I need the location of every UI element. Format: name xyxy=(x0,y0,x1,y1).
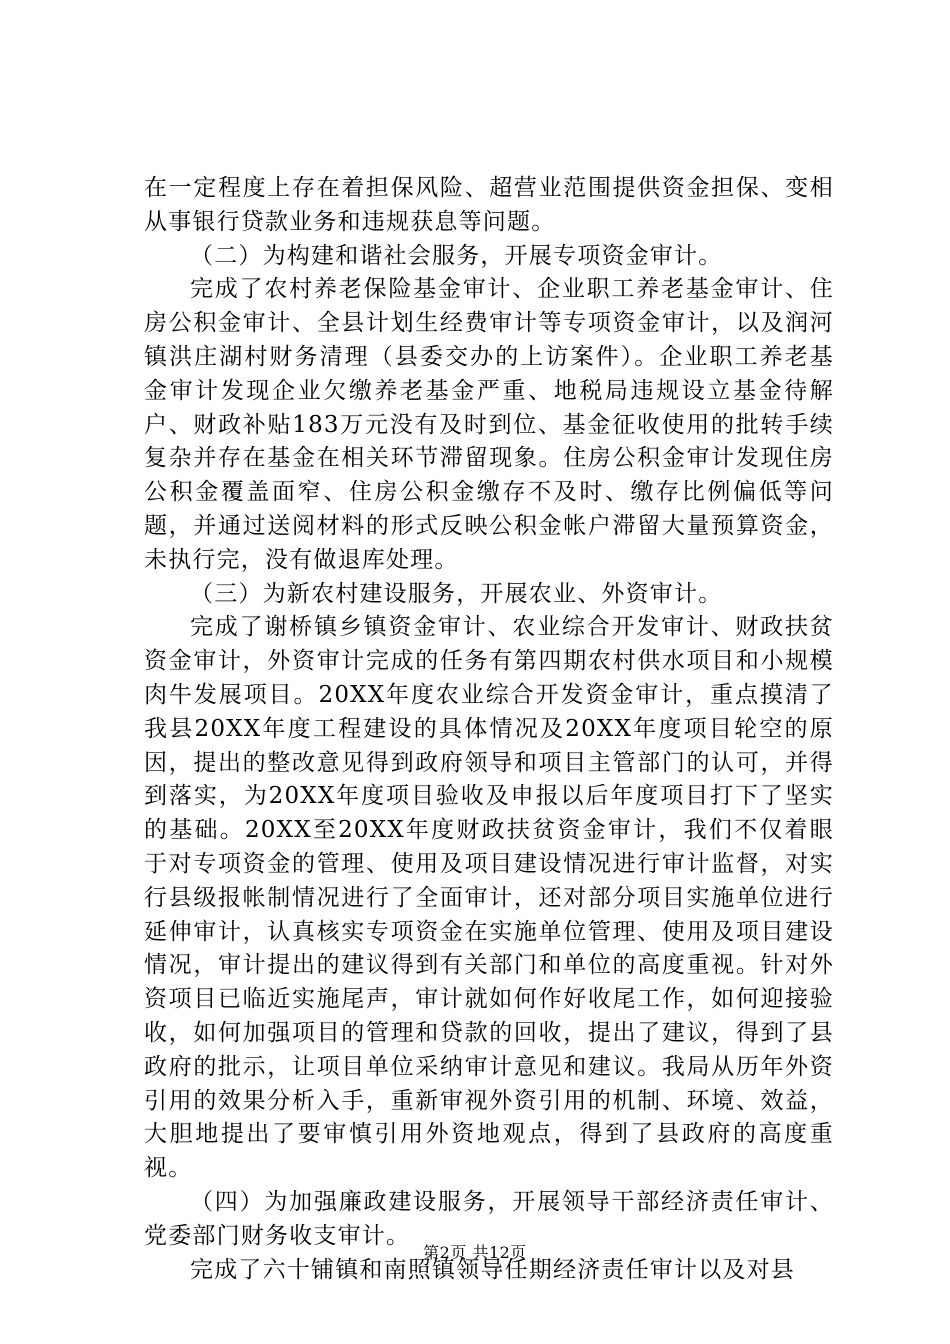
document-body xyxy=(144,172,834,1287)
page-footer xyxy=(0,1240,950,1263)
paragraph-1: 在一定程度上存在着担保风险、超营业范围提供资金担保、变相从事银行贷款业务和违规获息等问题。 xyxy=(144,175,834,235)
paragraph-leadership-audit: 完成了六十铺镇和南照镇领导任期经济责任审计以及对县 xyxy=(190,1256,795,1283)
section-heading-4: （四）为加强廉政建设服务，开展领导干部经济责任审计、党委部门财务收支审计。 xyxy=(144,1188,834,1249)
section-heading-3: （三）为新农村建设服务，开展农业、外资审计。 xyxy=(190,580,723,607)
section-heading-2: （二）为构建和谐社会服务，开展专项资金审计。 xyxy=(190,242,723,269)
paragraph-special-funds: 完成了农村养老保险基金审计、企业职工养老基金审计、住房公积金审计、全县计划生经费审计等专项资金审计，以及润河镇洪庄湖村财务清理（县委交办的上访案件）。企业职工养老基金审计发现企业欠缴养老基金严重、地税局违规设立基金待解户、财政补贴183万元没有及时到位、基金征收使用的批转手续复杂并存在基金在相关环节滞留现象。住房公积金审计发现住房公积金覆盖面窄、住房公积金缴存不及时、缴存比例偏低等问题，并通过送阅材料的形式反映公积金帐户滞留大量预算资金，未执行完，没有做退库处理。 xyxy=(144,276,834,573)
paragraph-agriculture-foreign: 完成了谢桥镇乡镇资金审计、农业综合开发审计、财政扶贫资金审计，外资审计完成的任务有第四期农村供水项目和小规模肉牛发展项目。20XX年度农业综合开发资金审计，重点摸清了我县20XX年度工程建设的具体情况及20XX年度项目轮空的原因，提出的整改意见得到政府领导和项目主管部门的认可，并得到落实，为20XX年度项目验收及申报以后年度项目打下了坚实的基础。20XX至20XX年度财政扶贫资金审计，我们不仅着眼于对专项资金的管理、使用及项目建设情况进行审计监督，对实行县级报帐制情况进行了全面审计，还对部分项目实施单位进行延伸审计，认真核实专项资金在实施单位管理、使用及项目建设情况，审计提出的建议得到有关部门和单位的高度重视。针对外资项目已临近实施尾声，审计就如何作好收尾工作，如何迎接验收，如何加强项目的管理和贷款的回收，提出了建议，得到了县政府的批示，让项目单位采纳审计意见和建议。我局从历年外资引用的效果分析入手，重新审视外资引用的机制、环境、效益，大胆地提出了要审慎引用外资地观点，得到了县政府的高度重视。 xyxy=(144,614,834,1182)
page-number: 第2页 共12页 xyxy=(423,1243,527,1262)
